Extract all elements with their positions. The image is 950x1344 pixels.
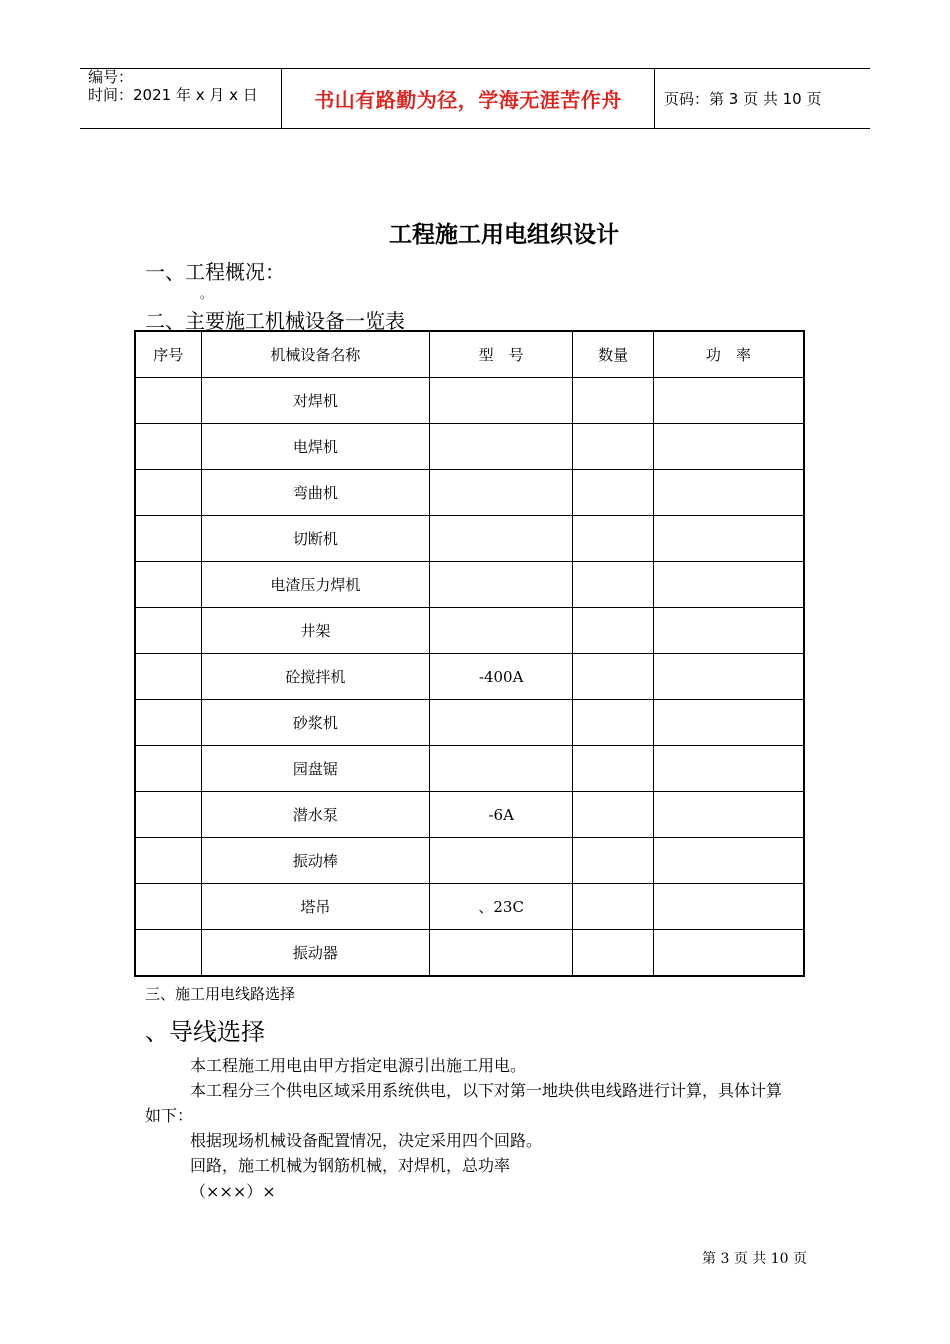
cell-index xyxy=(135,608,201,654)
cell-index xyxy=(135,700,201,746)
paragraph-2-line-1: 本工程分三个供电区域采用系统供电，以下对第一地块供电线路进行计算，具体计算 xyxy=(190,1081,783,1100)
table-row xyxy=(135,516,804,562)
section1-dot: 。 xyxy=(200,287,213,301)
cell-name: 电焊机 xyxy=(201,424,429,470)
paragraph-5: （×××）× xyxy=(190,1182,276,1201)
cell-quantity xyxy=(573,700,654,746)
cell-name: 园盘锯 xyxy=(201,746,429,792)
cell-quantity xyxy=(573,516,654,562)
paragraph-4: 回路，施工机械为钢筋机械，对焊机，总功率 xyxy=(190,1156,511,1175)
header-cell-index: 序号 xyxy=(135,331,201,378)
header-time-label: 时间：2021 年 x 月 x 日 xyxy=(88,86,258,104)
cell-model xyxy=(430,562,573,608)
cell-index xyxy=(135,930,201,977)
cell-index xyxy=(135,884,201,930)
cell-index xyxy=(135,654,201,700)
cell-index xyxy=(135,424,201,470)
cell-index xyxy=(135,838,201,884)
header-motto: 书山有路勤为径，学海无涯苦作舟 xyxy=(314,88,622,112)
header-cell-power: 功 率 xyxy=(653,331,804,378)
page-footer: 第 3 页 共 10 页 xyxy=(702,1251,807,1267)
cell-name: 井架 xyxy=(201,608,429,654)
cell-index xyxy=(135,470,201,516)
cell-model: -400A xyxy=(430,654,573,700)
table-row xyxy=(135,746,804,792)
header-divider-right xyxy=(654,68,655,129)
cell-index xyxy=(135,746,201,792)
cell-quantity xyxy=(573,792,654,838)
table-row xyxy=(135,700,804,746)
header-code-label: 编号： xyxy=(88,68,134,86)
cell-power xyxy=(653,930,804,977)
cell-power xyxy=(653,654,804,700)
cell-power xyxy=(653,562,804,608)
cell-name: 对焊机 xyxy=(201,378,429,424)
cell-power xyxy=(653,424,804,470)
cell-model xyxy=(430,746,573,792)
paragraph-1: 本工程施工用电由甲方指定电源引出施工用电。 xyxy=(190,1056,527,1075)
cell-name: 砂浆机 xyxy=(201,700,429,746)
header-meta xyxy=(88,68,258,104)
table-header-row xyxy=(135,331,804,378)
paragraph-3: 根据现场机械设备配置情况，决定采用四个回路。 xyxy=(190,1131,543,1150)
cell-model xyxy=(430,838,573,884)
cell-quantity xyxy=(573,424,654,470)
cell-power xyxy=(653,838,804,884)
table-row xyxy=(135,792,804,838)
table-row xyxy=(135,424,804,470)
cell-index xyxy=(135,516,201,562)
cell-index xyxy=(135,378,201,424)
cell-name: 砼搅拌机 xyxy=(201,654,429,700)
cell-quantity xyxy=(573,654,654,700)
cell-power xyxy=(653,516,804,562)
cell-quantity xyxy=(573,608,654,654)
cell-model xyxy=(430,378,573,424)
document-title: 工程施工用电组织设计 xyxy=(389,222,619,248)
cell-model xyxy=(430,930,573,977)
paragraph-2-line-2: 如下： xyxy=(145,1106,194,1125)
section2-heading: 二、主要施工机械设备一览表 xyxy=(145,309,405,333)
header-page-label: 页码：第 3 页 共 10 页 xyxy=(664,90,822,108)
section1-heading: 一、工程概况： xyxy=(145,260,285,284)
table-row xyxy=(135,930,804,977)
cell-model xyxy=(430,700,573,746)
cell-quantity xyxy=(573,378,654,424)
cell-quantity xyxy=(573,470,654,516)
cell-quantity xyxy=(573,562,654,608)
cell-name: 电渣压力焊机 xyxy=(201,562,429,608)
cell-model: -6A xyxy=(430,792,573,838)
table-row xyxy=(135,470,804,516)
cell-name: 弯曲机 xyxy=(201,470,429,516)
cell-power xyxy=(653,608,804,654)
cell-model: 、23C xyxy=(430,884,573,930)
cell-name: 切断机 xyxy=(201,516,429,562)
cell-power xyxy=(653,746,804,792)
section3-heading: 三、施工用电线路选择 xyxy=(145,985,296,1003)
cell-name: 潜水泵 xyxy=(201,792,429,838)
header-cell-name: 机械设备名称 xyxy=(201,331,429,378)
cell-quantity xyxy=(573,884,654,930)
cell-model xyxy=(430,608,573,654)
cell-quantity xyxy=(573,930,654,977)
cell-index xyxy=(135,792,201,838)
header-cell-quantity: 数量 xyxy=(573,331,654,378)
cell-power xyxy=(653,470,804,516)
cell-power xyxy=(653,700,804,746)
header-cell-model: 型 号 xyxy=(430,331,573,378)
table-row xyxy=(135,608,804,654)
cell-name: 振动棒 xyxy=(201,838,429,884)
cell-model xyxy=(430,516,573,562)
table-row xyxy=(135,884,804,930)
cell-power xyxy=(653,378,804,424)
table-row xyxy=(135,654,804,700)
cell-name: 振动器 xyxy=(201,930,429,977)
cell-quantity xyxy=(573,746,654,792)
cell-quantity xyxy=(573,838,654,884)
cell-model xyxy=(430,470,573,516)
table-row xyxy=(135,838,804,884)
header-bottom-rule xyxy=(80,128,870,129)
cell-index xyxy=(135,562,201,608)
cell-model xyxy=(430,424,573,470)
cell-power xyxy=(653,884,804,930)
cell-name: 塔吊 xyxy=(201,884,429,930)
table-row xyxy=(135,378,804,424)
subsection-heading: 、导线选择 xyxy=(145,1018,265,1046)
table-row xyxy=(135,562,804,608)
equipment-table xyxy=(134,330,805,977)
cell-power xyxy=(653,792,804,838)
